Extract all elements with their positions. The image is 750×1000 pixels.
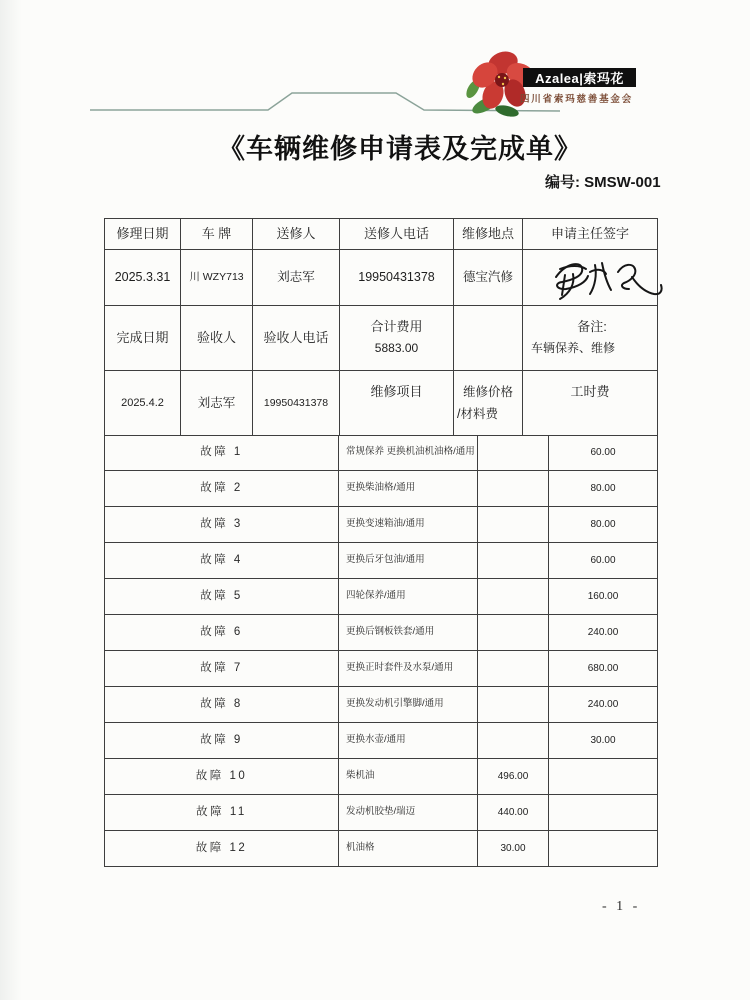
repair-price-line2: /材料费	[457, 406, 498, 421]
header-acceptor-phone: 验收人电话	[253, 306, 340, 371]
repair-price-line1: 维修价格	[462, 384, 513, 399]
doc-number: 编号: SMSW-001	[545, 174, 661, 191]
fault-label: 故障 12	[105, 831, 339, 867]
fault-item: 更换柴油格/通用	[339, 471, 478, 507]
remark-value: 车辆保养、维修	[531, 341, 616, 356]
fault-labor: 80.00	[549, 471, 658, 507]
header-repair-date: 修理日期	[105, 219, 181, 250]
header-sender: 送修人	[253, 219, 340, 250]
fault-labor: 60.00	[549, 435, 658, 471]
scan-edge-shadow	[0, 0, 22, 1000]
fault-item: 柴机油	[339, 759, 478, 795]
logo-brand-bar	[523, 68, 636, 87]
fault-labor	[549, 795, 658, 831]
fault-item: 发动机胶垫/瑞迈	[339, 795, 478, 831]
header-repair-price	[454, 371, 523, 436]
fault-label: 故障 9	[105, 723, 339, 759]
fault-labor: 240.00	[549, 687, 658, 723]
empty-cell	[454, 306, 523, 371]
header-acceptor: 验收人	[181, 306, 253, 371]
fault-item: 四轮保养/通用	[339, 579, 478, 615]
fault-labor: 30.00	[549, 723, 658, 759]
repair-date-value: 2025.3.31	[105, 250, 181, 306]
repair-location-value: 德宝汽修	[454, 250, 523, 306]
total-cost-label: 合计费用	[370, 318, 423, 334]
fault-label: 故障 4	[105, 543, 339, 579]
fault-item: 更换后牙包油/通用	[339, 543, 478, 579]
fault-price	[478, 687, 549, 723]
fault-item: 更换后钢板铁套/通用	[339, 615, 478, 651]
fault-item: 常规保养 更换机油机油格/通用	[339, 435, 478, 471]
header-labor-fee: 工时费	[523, 371, 658, 436]
acceptor-phone-value: 19950431378	[253, 371, 340, 436]
fault-labor: 240.00	[549, 615, 658, 651]
fault-price	[478, 471, 549, 507]
repair-request-table	[104, 218, 658, 436]
fault-labor: 680.00	[549, 651, 658, 687]
header-sender-phone: 送修人电话	[340, 219, 454, 250]
director-signature-cell	[523, 250, 658, 306]
total-cost-value: 5883.00	[374, 341, 419, 356]
fault-label: 故障 1	[105, 435, 339, 471]
fault-price	[478, 579, 549, 615]
fault-items-table	[104, 435, 658, 867]
fault-label: 故障 5	[105, 579, 339, 615]
acceptor-value: 刘志军	[181, 371, 253, 436]
header-repair-item: 维修项目	[340, 371, 454, 436]
fault-price	[478, 723, 549, 759]
fault-labor: 80.00	[549, 507, 658, 543]
fault-labor: 160.00	[549, 579, 658, 615]
sender-value: 刘志军	[253, 250, 340, 306]
header-plate: 车 牌	[181, 219, 253, 250]
fault-item: 更换正时套件及水泵/通用	[339, 651, 478, 687]
logo-foundation-name: 四川省索玛慈善基金会	[520, 95, 634, 105]
fault-item: 更换变速箱油/通用	[339, 507, 478, 543]
fault-label: 故障 2	[105, 471, 339, 507]
fault-price: 30.00	[478, 831, 549, 867]
fault-label: 故障 3	[105, 507, 339, 543]
fault-item: 机油格	[339, 831, 478, 867]
fault-price	[478, 507, 549, 543]
fault-item: 更换水壶/通用	[339, 723, 478, 759]
fault-label: 故障 6	[105, 615, 339, 651]
header-director-signature: 申请主任签字	[523, 219, 658, 250]
fault-labor	[549, 831, 658, 867]
fault-price	[478, 543, 549, 579]
fault-labor: 60.00	[549, 543, 658, 579]
fault-labor	[549, 759, 658, 795]
remark-cell	[523, 306, 658, 371]
fault-label: 故障 7	[105, 651, 339, 687]
header-repair-location: 维修地点	[454, 219, 523, 250]
fault-price: 496.00	[478, 759, 549, 795]
remark-label: 备注:	[577, 318, 607, 334]
logo-brand-text: Azalea|索玛花	[535, 71, 624, 86]
fault-price: 440.00	[478, 795, 549, 831]
plate-value: 川 WZY713	[181, 250, 253, 306]
header-complete-date: 完成日期	[105, 306, 181, 371]
page-number: - 1 -	[602, 899, 641, 914]
fault-item: 更换发动机引擎脚/通用	[339, 687, 478, 723]
page-title: 《车辆维修申请表及完成单》	[218, 134, 582, 164]
complete-date-value: 2025.4.2	[105, 371, 181, 436]
total-cost-cell	[340, 306, 454, 371]
fault-price	[478, 615, 549, 651]
fault-price	[478, 651, 549, 687]
fault-label: 故障 10	[105, 759, 339, 795]
sender-phone-value: 19950431378	[340, 250, 454, 306]
fault-label: 故障 11	[105, 795, 339, 831]
fault-price	[478, 435, 549, 471]
fault-label: 故障 8	[105, 687, 339, 723]
